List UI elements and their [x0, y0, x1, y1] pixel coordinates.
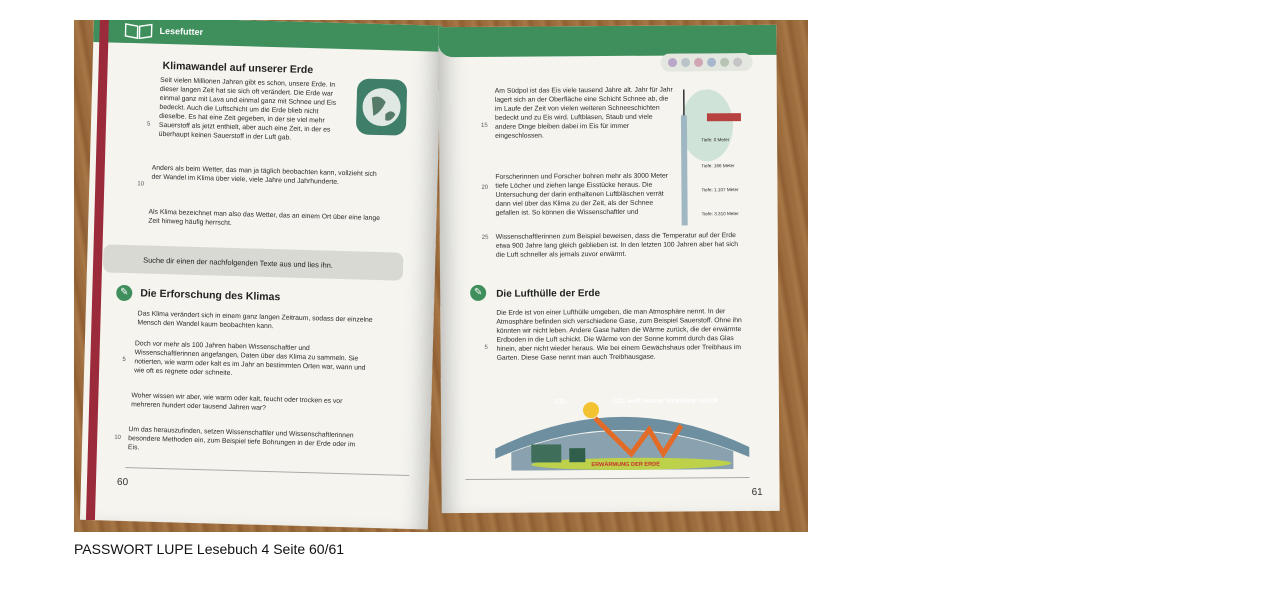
image-caption: PASSWORT LUPE Lesebuch 4 Seite 60/61: [74, 541, 345, 557]
paragraph-data-collection: Doch vor mehr als 100 Jahren haben Wissenschaftler und Wissenschaftlerinnen angefangen, Daten über das Klima zu sammeln. Sie notierten, wie warm oder kalt es im Jahr an bestimmten Orten war, wann und wie oft es regnete oder schneite.: [134, 340, 366, 378]
paragraph-weather: Anders als beim Wetter, das man ja täglich beobachten kann, vollzieht sich der Wandel im Klima über viele, viele Jahre und Jahrhunderte.: [151, 164, 377, 186]
paragraph-question: Woher wissen wir aber, wie warm oder kalt, feucht oder trocken es vor mehreren hundert oder tausend Jahren war?: [131, 392, 343, 412]
diagram-co2-label: CO₂: [554, 398, 568, 406]
paragraph-temperature: Wissenschaftlerinnen zum Beispiel beweisen, dass die Temperatur auf der Erde etwa 900 Jahre lang gleich geblieben ist. In den letzten 100 Jahren aber hat sich die Luft schneller als jemals zuvor erwärmt.: [495, 232, 739, 259]
paragraph-south-pole: Am Südpol ist das Eis viele tausend Jahre alt. Jahr für Jahr lagert sich an der Oberfläche eine Schicht Schnee ab, die im Laufe der Zeit von vielen weiteren Schneeschichten bedeckt und zu Eis wird. Luftblasen, Staub und viele andere Dinge bleiben dabei im Eis für immer eingeschlossen.: [494, 86, 673, 140]
heading-atmosphere: Die Lufthülle der Erde: [496, 288, 601, 300]
drill-depth-label: Tiefe: 166 Meter: [701, 163, 735, 169]
paragraph-methods: Um das herauszufinden, setzen Wissenschaftler und Wissenschaftlerinnen besondere Methoden ein, zum Beispiel tiefe Bohrungen in der Erde oder im Eis.: [127, 426, 356, 452]
paragraph-intro: Seit vielen Millionen Jahren gibt es schon, unsere Erde. In dieser langen Zeit hat sie sich oft verändert. Die Erde war einmal ganz mit Lava und einmal ganz mit Schnee und Eis bedeckt. Auch die Luftschicht um die Erde blieb nicht dieselbe. Es hat eine Zeit gegeben, in der sie viel mehr Sauerstoff als jetzt enthielt, aber auch eine Zeit, in der es überhaupt keinen Sauerstoff in der Luft gab.: [158, 76, 337, 142]
paragraph-drilling: Forscherinnen und Forscher bohren mehr als 3000 Meter tiefe Löcher und ziehen lange Eisstücke heraus. Die Untersuchung der darin enthaltenen Luftbläschen verrät dann viel über das Klima zu der Zeit, als der Schnee gefallen ist. So können die Wissenschaftler und: [495, 172, 669, 217]
leaf-icon: ✎: [116, 285, 132, 301]
task-text: Suche dir einen der nachfolgenden Texte aus und lies ihn.: [143, 255, 333, 270]
ice-drill-illustration: [677, 85, 768, 226]
diagram-warming-label: ERWÄRMUNG DER ERDE: [591, 461, 660, 469]
band-title: Lesefutter: [159, 25, 204, 38]
footer-rule: [125, 467, 409, 476]
page-number-left: 60: [116, 476, 129, 489]
line-number: 25: [481, 234, 489, 241]
line-number: 5: [484, 344, 488, 351]
line-number: 5: [122, 356, 126, 364]
book-photo: [74, 20, 808, 532]
drill-depth-label: Tiefe: 3.310 Meter: [701, 211, 739, 217]
page-number-right: 61: [751, 486, 763, 499]
paragraph-atmosphere: Die Erde ist von einer Lufthülle umgeben, die man Atmosphäre nennt. In der Atmosphäre befinden sich verschiedene Gase, zum Beispiel Sauerstoff. Ohne ihn könnten wir nicht leben. Andere Gase halten die Wärme zurück, die der erwärmte Erdboden in die Luft schickt. Die Wärme von der Sonne kommt durch das Glas hinein, aber nicht wieder heraus. Wie bei einem Gewächshaus oder Treibhaus im Garten. Diese Gase nennt man auch Treibhausgase.: [496, 308, 742, 362]
drill-depth-label: Tiefe: 1.107 Meter: [701, 187, 739, 193]
book-icon: [123, 20, 154, 41]
leaf-icon: ✎: [470, 285, 486, 301]
line-number: 20: [481, 184, 489, 191]
heading-climate-change: Klimawandel auf unserer Erde: [162, 59, 314, 77]
paragraph-long-period: Das Klima verändert sich in einem ganz langen Zeitraum, sodass der einzelne Mensch den Wandel kaum beobachten kann.: [137, 310, 373, 331]
drill-depth-label: Tiefe: 0 Meter: [701, 137, 730, 143]
heading-climate-research: Die Erforschung des Klimas: [140, 287, 281, 304]
left-page: [80, 20, 442, 530]
progress-dots-icon: [660, 53, 752, 72]
line-number: 5: [146, 121, 151, 128]
line-number: 10: [137, 181, 145, 188]
line-number: 15: [480, 122, 488, 129]
right-page: [438, 25, 779, 513]
footer-rule: [465, 477, 749, 480]
line-number: 10: [114, 434, 122, 441]
globe-icon: [355, 77, 409, 136]
diagram-reflection-label: CO₂ wirft warme Strahlung zurück: [612, 397, 719, 405]
paragraph-climate-definition: Als Klima bezeichnet man also das Wetter, das an einem Ort über eine lange Zeit hinweg häufig herrscht.: [148, 208, 381, 227]
